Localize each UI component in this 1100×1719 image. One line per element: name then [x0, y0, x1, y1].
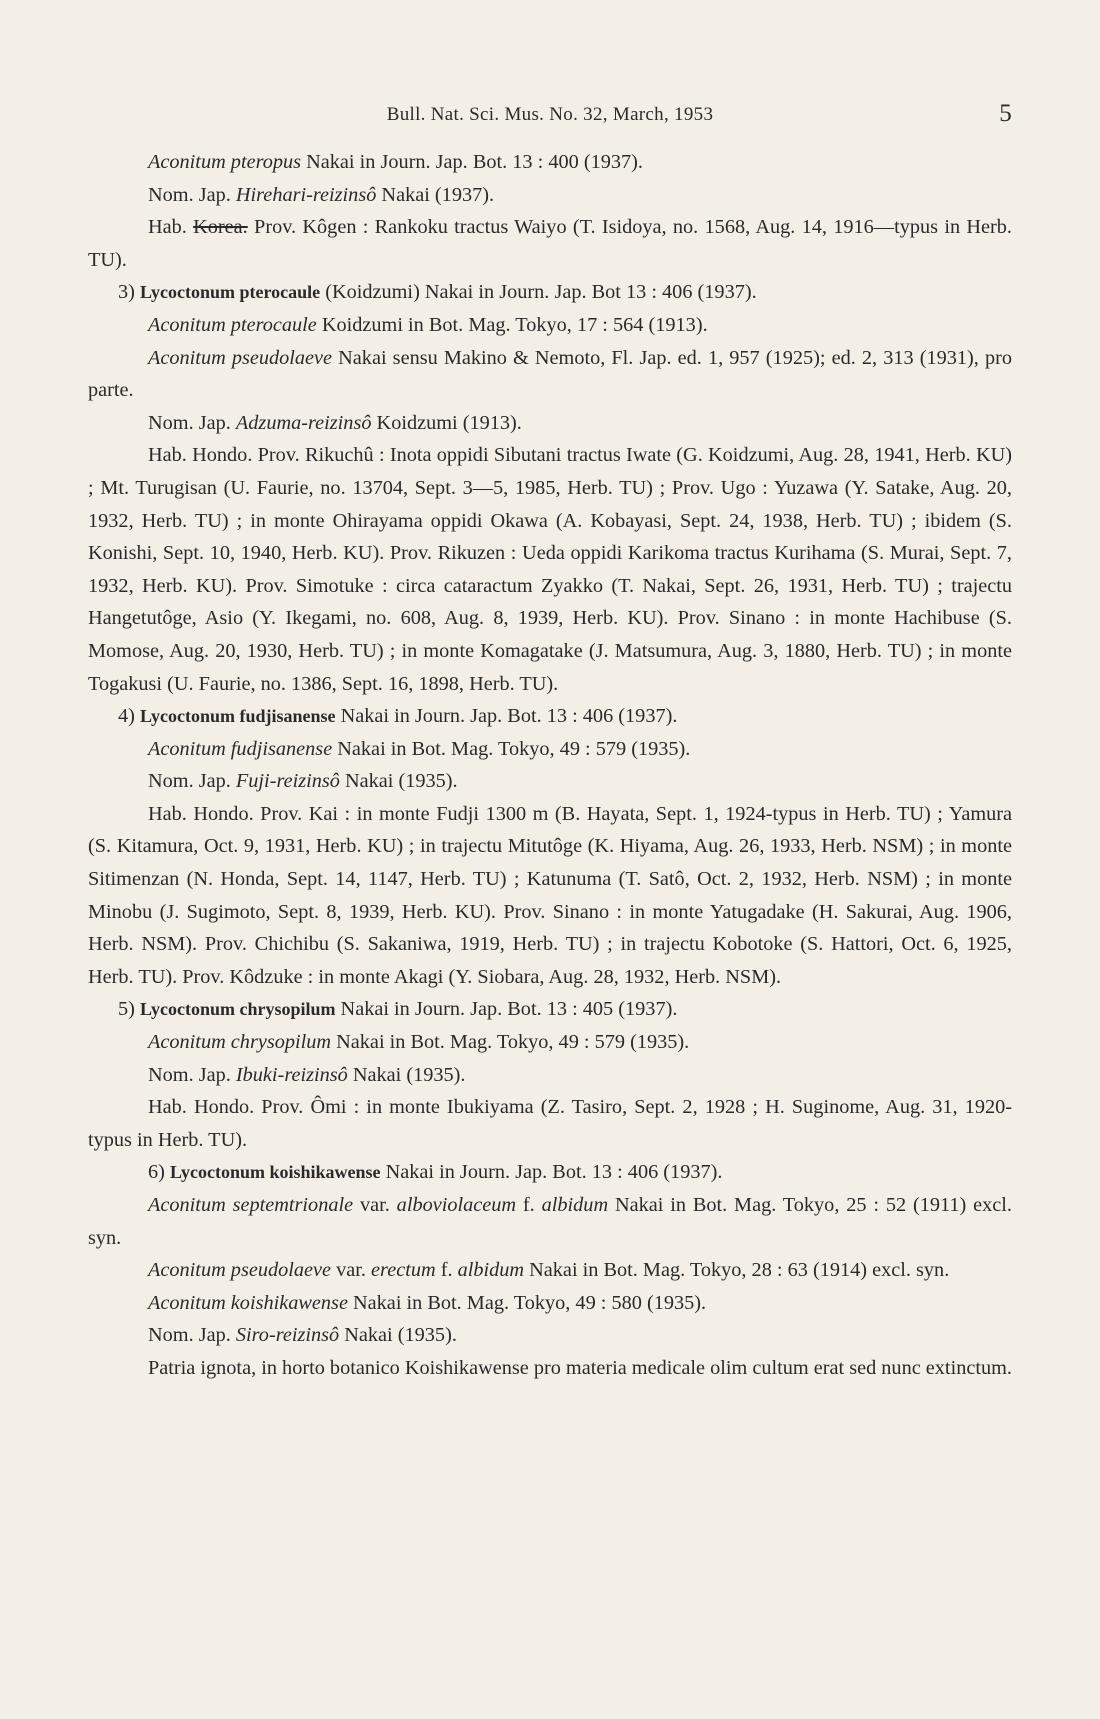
text-run: Nakai sensu Makino & Nemoto, Fl. Jap. ed. 1, 957 (1925); ed. 2, 313 (1931), pro parte. [88, 346, 1012, 402]
italic-text: Aconitum koishikawense [148, 1291, 348, 1314]
italic-text: Hirehari-reizinsô [235, 183, 377, 206]
text-run: Nakai in Journ. Jap. Bot. 13 : 406 (1937). [380, 1161, 723, 1184]
italic-text: albidum [457, 1259, 525, 1282]
paragraph [88, 1352, 1012, 1385]
italic-text: Adzuma-reizinsô [235, 411, 372, 434]
italic-text: Siro-reizinsô [235, 1324, 340, 1347]
text-run: Korea. [193, 216, 248, 239]
text-run: Koidzumi (1913). [371, 411, 522, 434]
text-run: 4) [118, 705, 140, 728]
italic-text: Aconitum septemtrionale [148, 1194, 354, 1216]
text-run: Hab. [148, 216, 194, 239]
paragraph [88, 1059, 1012, 1092]
italic-text: erectum [371, 1259, 436, 1282]
paragraph [88, 1156, 1012, 1189]
text-run: var. [331, 1259, 372, 1282]
text-run: Nakai in Bot. Mag. Tokyo, 28 : 63 (1914) excl. syn. [524, 1259, 950, 1282]
taxon-name: Lycoctonum pterocaule [139, 282, 321, 303]
text-run: Nom. Jap. [148, 1324, 236, 1347]
paragraph [88, 1189, 1012, 1254]
text-run: Nakai in Bot. Mag. Tokyo, 25 : 52 (1911) excl. syn. [88, 1194, 1012, 1249]
text-run: 3) [118, 281, 140, 304]
text-run: Nom. Jap. [148, 1063, 236, 1086]
text-run: Hab. Hondo. Prov. Rikuchû : Inota oppidi Sibutani tractus Iwate (G. Koidzumi, Aug. 28, 1941, Herb. KU) ; Mt. Turugisan (U. Faurie, no. 13704, Sept. 3—5, 1985, Herb. TU) ; Prov. Ugo : Yuzawa (Y. Satake, Aug. 20, 1932, Herb. TU) ; in monte Ohirayama oppidi Okawa (A. Kobayasi, Sept. 24, 1938, Herb. TU) ; ibidem (S. Konishi, Sept. 10, 1940, Herb. KU). Prov. Rikuzen : Ueda oppidi Karikoma tractus Kurihama (S. Murai, Sept. 7, 1932, Herb. KU). Prov. Simotuke : circa cataractum Zyakko (T. Nakai, Sept. 26, 1931, Herb. TU) ; trajectu Hangetutôge, Asio (Y. Ikegami, no. 608, Aug. 8, 1939, Herb. KU). Prov. Sinano : in monte Hachibuse (S. Momose, Aug. 20, 1930, Herb. TU) ; in monte Komagatake (J. Matsumura, Aug. 3, 1880, Herb. TU) ; in monte Togakusi (U. Faurie, no. 1386, Sept. 16, 1898, Herb. TU). [88, 444, 1012, 695]
taxon-name: Lycoctonum koishikawense [169, 1162, 381, 1183]
text-run: Nom. Jap. [148, 411, 236, 434]
article-body [88, 146, 1012, 1385]
text-run: f. [516, 1194, 542, 1216]
paragraph [88, 1026, 1012, 1059]
taxon-name: Lycoctonum fudjisanense [139, 706, 336, 727]
text-run: 5) [118, 998, 140, 1021]
italic-text: Aconitum pterocaule [148, 313, 317, 336]
text-run: 6) [148, 1161, 170, 1184]
italic-text: Ibuki-reizinsô [235, 1063, 348, 1086]
paragraph [88, 1287, 1012, 1320]
italic-text: alboviolaceum [396, 1194, 517, 1216]
paragraph [88, 342, 1012, 407]
paragraph [88, 211, 1012, 276]
text-run: Hab. Hondo. Prov. Ômi : in monte Ibukiyama (Z. Tasiro, Sept. 2, 1928 ; H. Suginome, Aug. 31, 1920-typus in Herb. TU). [88, 1096, 1012, 1151]
italic-text: albidum [541, 1194, 609, 1216]
running-head: Bull. Nat. Sci. Mus. No. 32, March, 1953 [386, 104, 714, 125]
text-run: Prov. Kôgen : Rankoku tractus Waiyo (T. Isidoya, no. 1568, Aug. 14, 1916—typus in Herb. TU). [88, 216, 1012, 271]
text-run: Koidzumi in Bot. Mag. Tokyo, 17 : 564 (1913). [316, 313, 708, 336]
text-run: Nakai in Journ. Jap. Bot. 13 : 400 (1937). [301, 151, 643, 173]
paragraph [88, 309, 1012, 342]
text-run: Nakai (1935). [339, 1324, 457, 1347]
paragraph [88, 179, 1012, 212]
paragraph [88, 439, 1012, 700]
text-run: Nakai in Bot. Mag. Tokyo, 49 : 579 (1935). [332, 737, 691, 760]
text-run: Nom. Jap. [148, 770, 236, 793]
text-run: Patria ignota, in horto botanico Koishikawense pro materia medicale olim cultum erat sed nunc extinctum. [148, 1356, 1012, 1379]
text-run: Nakai (1937). [376, 183, 495, 206]
paragraph [88, 276, 1012, 309]
text-run: var. [353, 1194, 397, 1216]
paragraph [88, 1319, 1012, 1352]
paragraph [88, 700, 1012, 733]
page-header [88, 100, 1012, 134]
italic-text: Aconitum pseudolaeve [148, 1259, 332, 1282]
text-run: (Koidzumi) Nakai in Journ. Jap. Bot 13 : 406 (1937). [320, 281, 757, 304]
paragraph [88, 1091, 1012, 1156]
italic-text: Aconitum chrysopilum [148, 1031, 332, 1054]
text-run: Nakai (1935). [339, 770, 458, 793]
italic-text: Aconitum pseudolaeve [148, 346, 333, 369]
page-number: 5 [999, 100, 1012, 127]
text-run: Nakai in Journ. Jap. Bot. 13 : 406 (1937). [335, 705, 678, 728]
text-run: Nakai in Bot. Mag. Tokyo, 49 : 579 (1935). [331, 1031, 690, 1054]
taxon-name: Lycoctonum chrysopilum [139, 999, 336, 1020]
paragraph [88, 1254, 1012, 1287]
text-run: Nakai in Bot. Mag. Tokyo, 49 : 580 (1935). [347, 1291, 707, 1314]
paragraph [88, 146, 1012, 179]
text-run: Hab. Hondo. Prov. Kai : in monte Fudji 1300 m (B. Hayata, Sept. 1, 1924-typus in Herb. TU) ; Yamura (S. Kitamura, Oct. 9, 1931, Herb. KU) ; in trajectu Mitutôge (K. Hiyama, Aug. 26, 1933, Herb. NSM) ; in monte Sitimenzan (N. Honda, Sept. 14, 1147, Herb. TU) ; Katunuma (T. Satô, Oct. 2, 1932, Herb. NSM) ; in monte Minobu (J. Sugimoto, Sept. 8, 1939, Herb. KU). Prov. Sinano : in monte Yatugadake (H. Sakurai, Aug. 1906, Herb. NSM). Prov. Chichibu (S. Sakaniwa, 1919, Herb. TU) ; in trajectu Kobotoke (S. Hattori, Oct. 6, 1925, Herb. TU). Prov. Kôdzuke : in monte Akagi (Y. Siobara, Aug. 28, 1932, Herb. NSM). [88, 802, 1012, 988]
text-run: Nakai in Journ. Jap. Bot. 13 : 405 (1937). [335, 998, 678, 1021]
italic-text: Fuji-reizinsô [235, 770, 340, 793]
paragraph [88, 798, 1012, 994]
italic-text: Aconitum pteropus [148, 151, 302, 173]
paragraph [88, 407, 1012, 440]
paragraph [88, 765, 1012, 798]
text-run: Nakai (1935). [347, 1063, 466, 1086]
text-run: Nom. Jap. [148, 183, 236, 206]
paragraph [88, 993, 1012, 1026]
italic-text: Aconitum fudjisanense [148, 737, 333, 760]
text-run: f. [435, 1259, 458, 1282]
paragraph [88, 733, 1012, 766]
